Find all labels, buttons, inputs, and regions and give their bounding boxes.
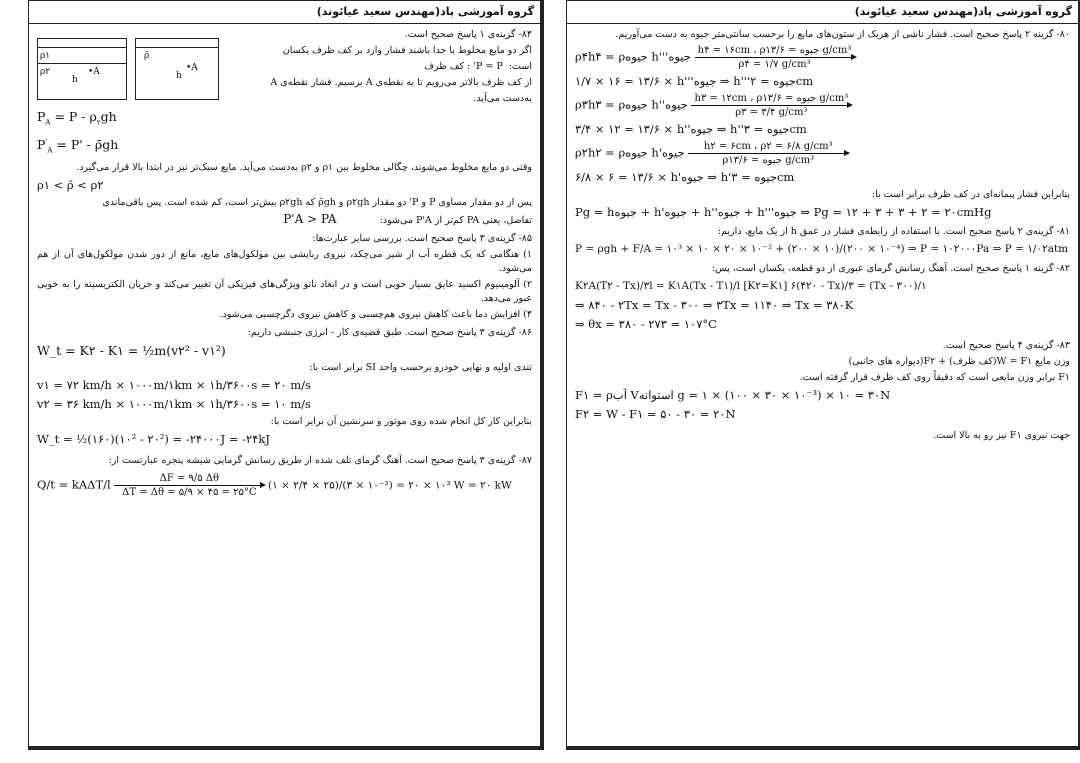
q84-intro [227,28,532,106]
q80-step2: ρ۳h۳ = ρجیوه h''جیوه h۳ = ۱۲cm ، ρجیوه = ۱۳/۶ g/cm³ ρ۳ = ۳/۴ g/cm³ [575,92,1070,119]
q87-arrow-top: ΔF = ۹/۵ Δθ [159,473,220,485]
q83-line2: F۱ برابر وزن مایعی است که دقیقاً روی کف ظرف قرار گرفته است. [799,372,1070,383]
q84-p3: تفاضل، یعنی PA کم‌تر از P'A می‌شود: P'A > PA [283,212,532,227]
rho-mix-label: ρ̄ [144,51,150,61]
q87-rhs: (۱ × ۲/۴ × ۲۵)/(۳ × ۱۰⁻³) = ۲۰ × ۱۰³ W = ۲۰ kW [267,479,512,492]
q83-line3: جهت نیروی F۱ نیز رو به بالا است. [933,430,1070,441]
q86-p: تندی اولیه و نهایی خودرو برحسب واحد SI برابر است با: [309,362,532,374]
q85-item2: ۲) آلومینیوم اکسید عایق بسیار خوبی است و در ابعاد نانو ویژگی‌های فیزیکی آن تغییر می‌کند و جریان الکتریسیته را به خوبی عبور می‌دهد. [37,279,532,305]
q84-p2: پس از دو مقدار مساوی P و P' دو مقدار ρ۲gh و ρ̄gh که ρ۲gh بیش‌تر است، کم شده است. پس باقی‌ماندی [102,197,532,209]
q87-eq [37,472,532,499]
q84-line3: است: P = P' : کف ظرف [424,61,532,72]
rho2-label: ρ۲ [40,67,51,77]
h-label-2: h [176,71,182,81]
q86-eq: W_t = K۲ - K۱ = ½m(v۲² - v۱²) [37,343,226,359]
q80-step3: ρ۲h۲ = ρجیوه h'جیوه h۲ = ۶cm ، ρ۲ = ۶/۸ g/cm³ ρجیوه = ۱۳/۶ g/cm³ [575,140,1070,167]
q86-v2: v۲ = ۳۶ km/h × ۱۰۰۰m/۱km × ۱h/۳۶۰۰s = ۱۰ m/s [37,397,311,412]
point-a-label-2: •A [186,63,198,73]
q87-arrow-stack [114,472,264,499]
page-body [29,24,540,505]
q82-eq1: K۲A(T۲ - Tx)/۳l = K۱A(Tx - T۱)/l [K۲=K۱] ۶(۴۲۰ - Tx)/۳ = (Tx - ۳۰۰)/۱ [575,280,927,292]
q84-line4: از کف ظرف بالاتر می‌رویم تا به نقطه‌ی A برسیم. فشار نقطه‌ی A [270,77,532,88]
q82-title: ۸۲- گزینه ۱ پاسخ صحیح است. آهنگ رسانش گرمای عبوری از دو قطعه، یکسان است، پس: [711,263,1070,274]
rho1-label: ρ۱ [40,51,51,61]
q86-v1: v۱ = ۷۲ km/h × ۱۰۰۰m/۱km × ۱h/۳۶۰۰s = ۲۰ m/s [37,378,311,393]
q83-eq1: F۱ = ρآب Vاستوانه g = ۱ × (۱۰۰ × ۳۰ × ۱۰⁻³) × ۱۰ = ۳۰N [575,388,891,402]
q83-eq2: F۲ = W - F۱ = ۵۰ - ۳۰ = ۲۰N [575,407,736,421]
figure-separate-liquids [37,38,127,100]
q84-line2: اگر دو مایع مخلوط یا جدا باشند فشار وارد بر کف ظرف یکسان [282,45,532,56]
q86-title: ۸۶- گزینه‌ی ۳ پاسخ صحیح است. طبق قضیه‌ی کار - انرژی جنبشی داریم: [247,327,532,339]
q84-eq1: $P_A = P - \rho_۲gh$ [37,109,117,127]
q84-eq2: $P'_A = P'$ - ρ̄gh [37,136,119,155]
q84-line5: به‌دست می‌آید. [473,93,532,104]
q83-line1: وزن مایع W = F۱(کف ظرف) + F۲(دیواره های جانبی) [848,356,1070,367]
q86-p2: بنابراین کار کل انجام شده روی موتور و سرنشین آن برابر است با: [270,416,532,428]
q80-s1-result: ۱/۷ × ۱۶ = ۱۳/۶ × h'''جیوه ⇒ h'''جیوه = ۲cm [575,74,814,88]
q87-title: ۸۷- گزینه‌ی ۳ پاسخ صحیح است. آهنگ گرمای تلف شده از طریق رسانش گرمایی شیشه پنجره عبارتست از: [108,455,532,467]
q80-s3-arrow: h۲ = ۶cm ، ρ۲ = ۶/۸ g/cm³ ρجیوه = ۱۳/۶ g/cm³ [688,140,848,167]
point-a-label: •A [88,67,100,77]
q80-p: بنابراین فشار پیمانه‌ای در کف ظرف برابر است با: [871,189,1070,200]
page-right [566,0,1080,750]
page-body-right [567,24,1078,449]
q82-eq2: ⇒ ۸۴۰ - ۲Tx = Tx - ۳۰۰ ⇒ ۳Tx = ۱۱۴۰ ⇒ Tx = ۳۸۰K [575,298,854,312]
q84-line1: ۸۴- گزینه‌ی ۱ پاسخ صحیح است. [404,29,532,40]
page-header: گروه آموزشی پاد(مهندس سعید غیائوند) [29,1,540,24]
q80-s1-lhs: ρ۴h۴ = ρجیوه h'''جیوه [575,49,691,64]
page-header-right: گروه آموزشی پاد(مهندس سعید غیائوند) [567,1,1078,24]
page-left [28,0,544,750]
q80-s3-result: ۶/۸ × ۶ = ۱۳/۶ × h'جیوه ⇒ h'جیوه = ۳cm [575,170,795,184]
q85-item4: ۴) افزایش دما باعث کاهش نیروی هم‌چسبی و کاهش نیروی دگرچسبی می‌شود. [219,309,532,321]
q81-eq: P = ρgh + F/A = ۱۰³ × ۱۰ × ۲۰ × ۱۰⁻² + (۲۰۰ × ۱۰)/(۲۰۰ × ۱۰⁻⁴) ⇒ P = ۱۰۲۰۰۰Pa ⇒ P = ۱/۰۲atm [575,243,1069,255]
q80-title: ۸۰- گزینه ۲ پاسخ صحیح است. فشار ناشی از هریک از ستون‌های مایع را برحسب سانتی‌متر جیوه به دست می‌آوریم. [615,29,1070,40]
q87-lhs: Q/t = kAΔT/l [37,477,111,492]
h-label: h [72,75,78,85]
q80-s1-arrow: h۴ = ۱۶cm ، ρجیوه = ۱۳/۶ g/cm³ ρ۴ = ۱/۷ g/cm³ [695,44,855,71]
figure-mixed-liquid [135,38,219,100]
q80-s2-arrow: h۳ = ۱۲cm ، ρجیوه = ۱۳/۶ g/cm³ ρ۳ = ۳/۴ g/cm³ [691,92,851,119]
q83-title: ۸۳- گزینه‌ی ۴ پاسخ صحیح است. [942,340,1070,351]
q81-title: ۸۱- گزینه‌ی ۲ پاسخ صحیح است. با استفاده از رابطه‌ی فشار در عمق h از یک مایع، داریم: [717,226,1070,237]
q80-pg: Pg = hجیوه + h'جیوه + h''جیوه + h'''جیوه ⇒ Pg = ۱۲ + ۳ + ۳ + ۲ = ۲۰cmHg [575,205,992,219]
q84-p1-eq: ρ۱ < ρ̄ < ρ۲ [37,178,104,193]
q80-step1 [575,44,1070,71]
q82-eq3: ⇒ θx = ۳۸۰ - ۲۷۳ = ۱۰۷°C [575,317,717,331]
q85-title: ۸۵- گزینه‌ی ۳ پاسخ صحیح است. بررسی سایر عبارت‌ها: [312,233,532,245]
q85-item1: ۱) هنگامی که یک قطره آب از شیر می‌چکد، نیروی ربایشی بین مولکول‌های مایع، مانع از دور شدن مولکول‌های آن از هم می‌شود. [37,249,532,275]
q86-work: W_t = ½(۱۶۰)(۱۰² - ۲۰²) = -۲۴۰۰۰J = -۲۴kJ [37,432,270,447]
q84-p1: وقتی دو مایع مخلوط می‌شوند، چگالی مخلوط بین ρ۱ و ρ۲ به‌دست می‌آید. مایع سبک‌تر نیز در ابتدا بالا قرار می‌گیرد. [76,162,532,174]
q80-s2-result: ۳/۴ × ۱۲ = ۱۳/۶ × h''جیوه ⇒ h''جیوه = ۳cm [575,122,807,136]
q87-arrow-bottom: ΔT = Δθ = ۵/۹ × ۴۵ = ۲۵°C [122,487,257,499]
